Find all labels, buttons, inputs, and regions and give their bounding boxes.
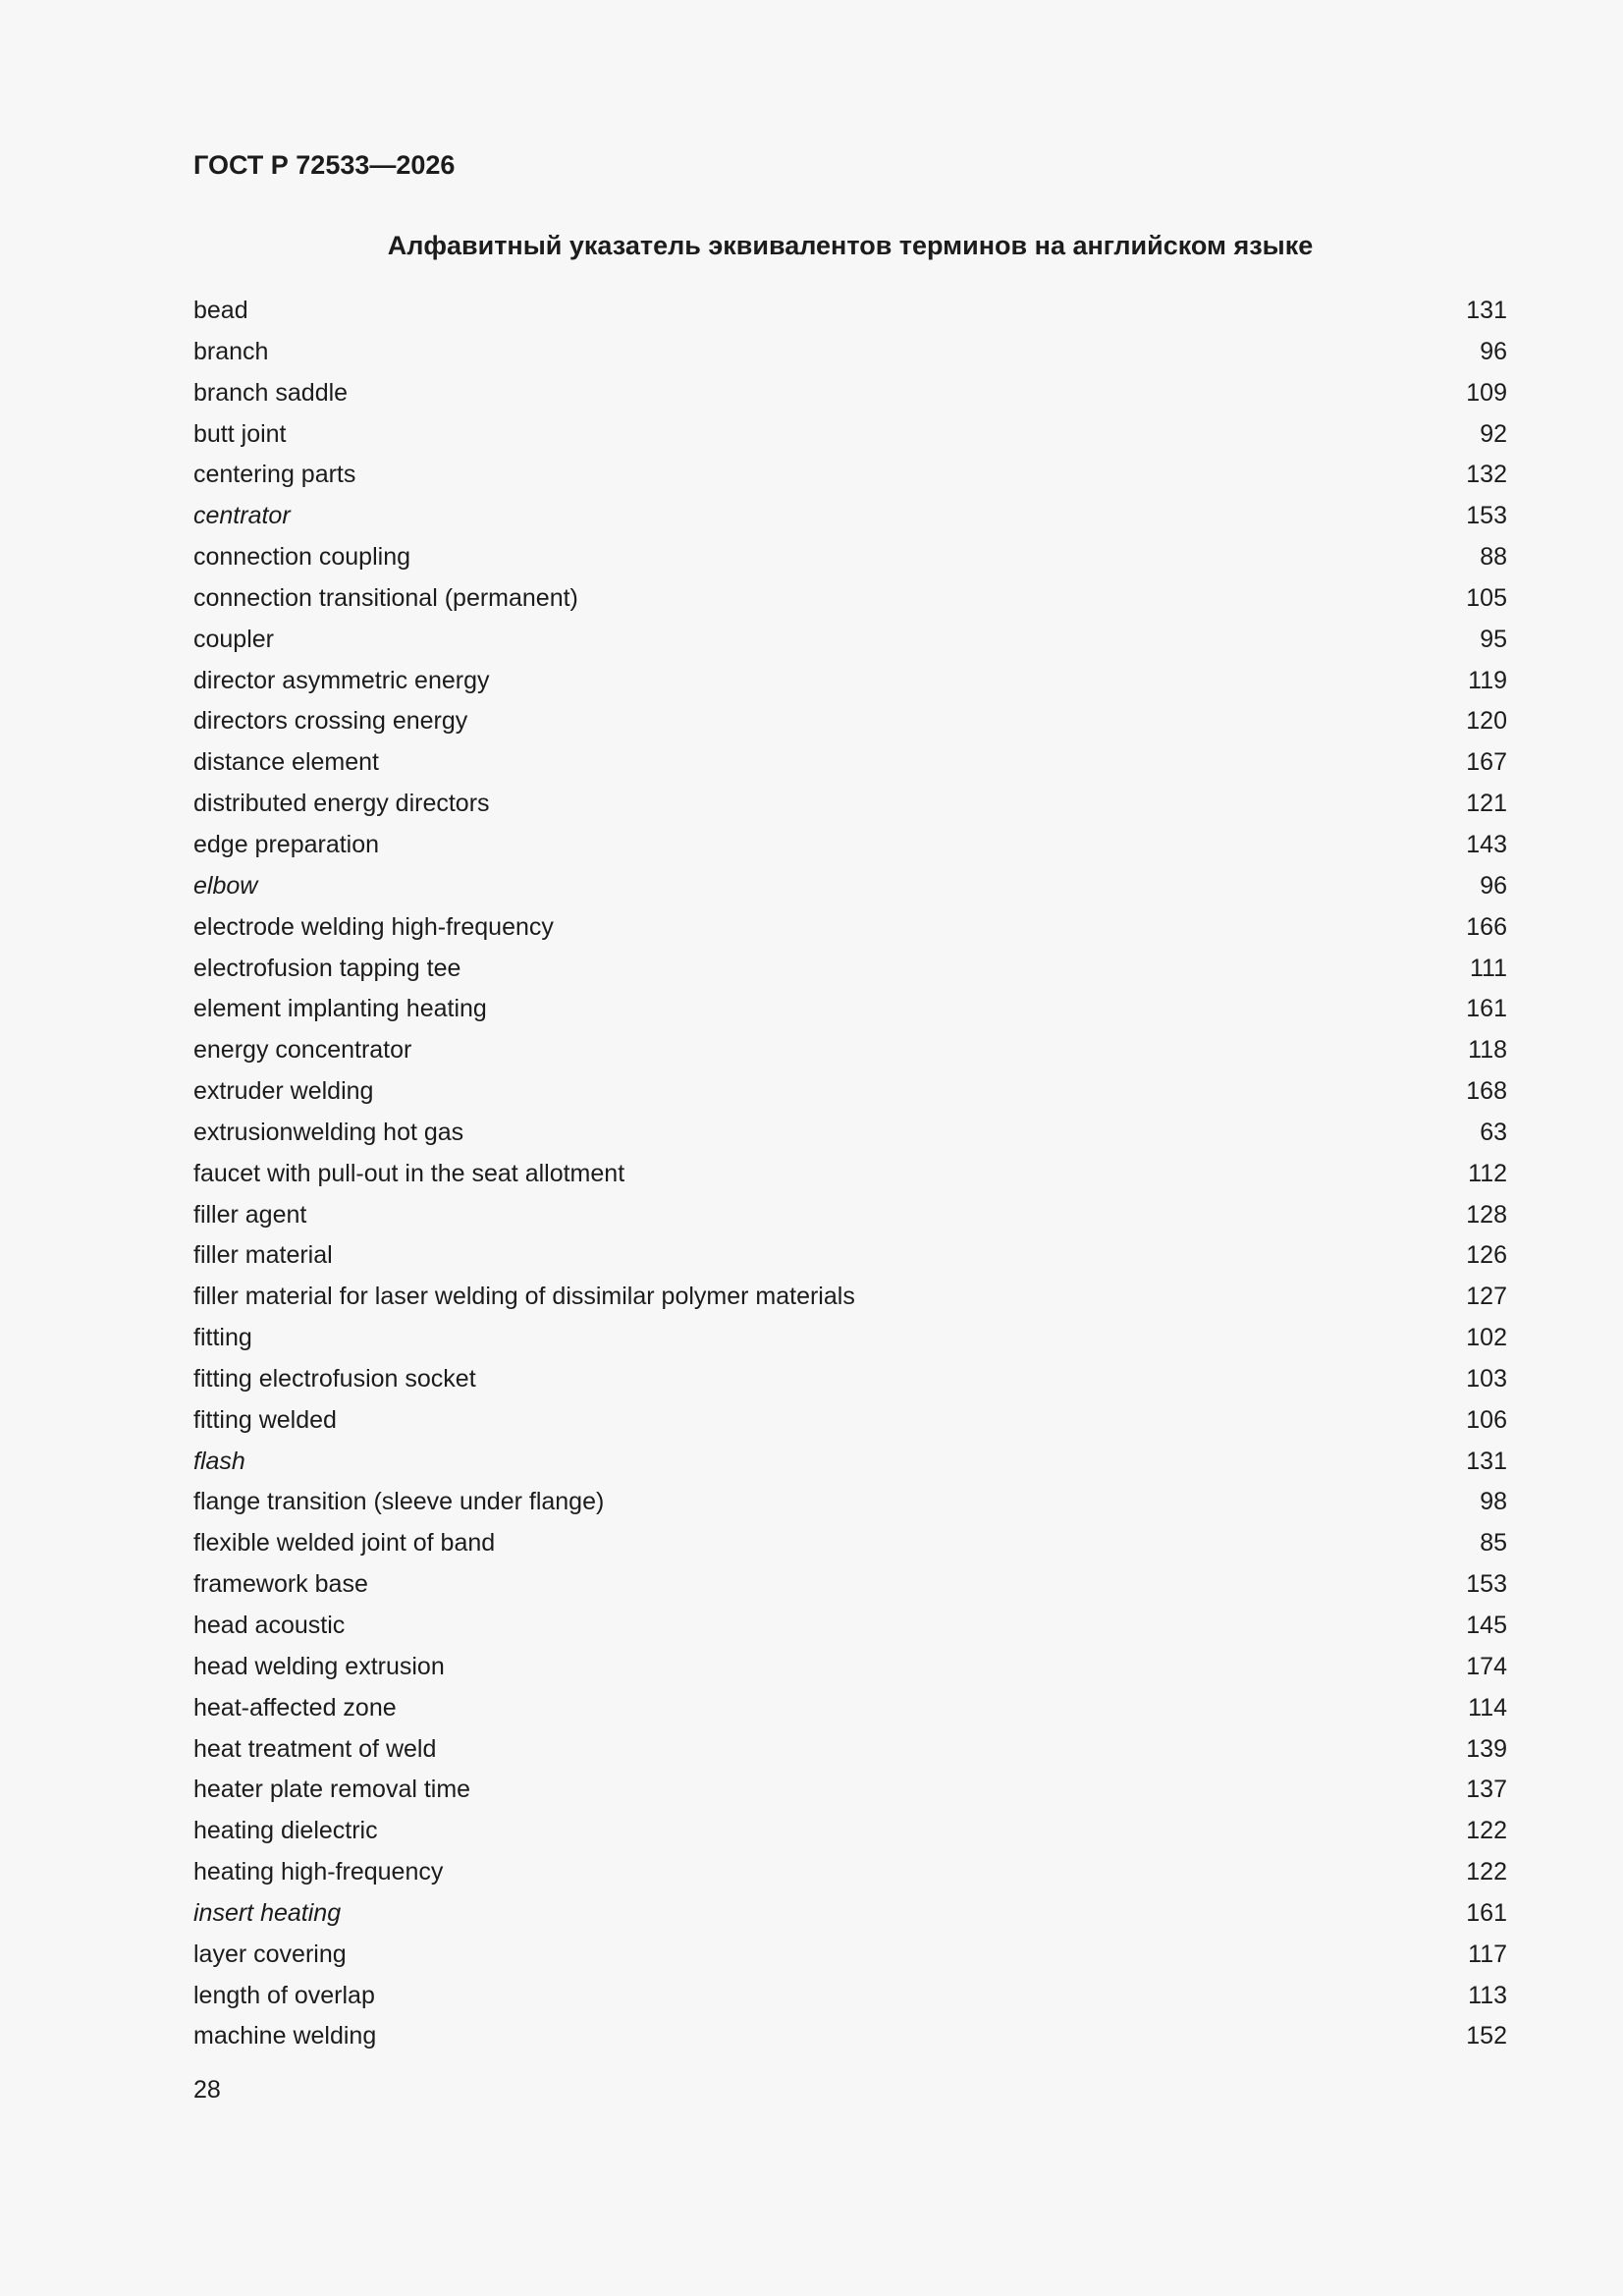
index-term: distance element bbox=[193, 748, 380, 777]
index-entry bbox=[193, 1484, 1507, 1525]
index-term: directors crossing energy bbox=[193, 707, 468, 736]
index-entry bbox=[193, 1772, 1507, 1813]
index-term-number: 120 bbox=[1466, 707, 1507, 736]
index-entry bbox=[193, 1402, 1507, 1444]
index-term-number: 122 bbox=[1466, 1858, 1507, 1886]
index-entry bbox=[193, 1895, 1507, 1937]
index-entry bbox=[193, 1361, 1507, 1402]
index-term-number: 127 bbox=[1466, 1283, 1507, 1311]
index-term-number: 122 bbox=[1466, 1817, 1507, 1845]
index-term: framework base bbox=[193, 1570, 368, 1599]
index-term: electrode welding high-frequency bbox=[193, 912, 554, 941]
index-entry bbox=[193, 663, 1507, 704]
index-entry bbox=[193, 1978, 1507, 2019]
index-entry bbox=[193, 1320, 1507, 1361]
index-term: machine welding bbox=[193, 2022, 377, 2050]
section-title: Алфавитный указатель эквивалентов терминов на английском языке bbox=[387, 231, 1314, 260]
index-term-number: 131 bbox=[1466, 1447, 1507, 1475]
index-term: filler material for laser welding of dissimilar polymer materials bbox=[193, 1283, 855, 1311]
index-term: head welding extrusion bbox=[193, 1652, 445, 1680]
index-entry bbox=[193, 703, 1507, 744]
index-term-number: 139 bbox=[1466, 1734, 1507, 1763]
index-term: layer covering bbox=[193, 1940, 347, 1968]
index-term: filler material bbox=[193, 1241, 333, 1270]
index-term: distributed energy directors bbox=[193, 790, 490, 818]
index-term: branch saddle bbox=[193, 378, 349, 407]
index-term: filler agent bbox=[193, 1200, 307, 1229]
index-term: heat-affected zone bbox=[193, 1693, 397, 1722]
term-index-list bbox=[193, 293, 1507, 2059]
index-term-number: 118 bbox=[1468, 1036, 1507, 1065]
index-term-number: 161 bbox=[1466, 1898, 1507, 1927]
index-term: branch bbox=[193, 337, 269, 365]
index-entry bbox=[193, 786, 1507, 827]
index-term-number: 153 bbox=[1466, 1570, 1507, 1599]
document-code: ГОСТ Р 72533—2026 bbox=[193, 150, 456, 180]
index-term: flange transition (sleeve under flange) bbox=[193, 1488, 605, 1516]
index-term-number: 166 bbox=[1466, 912, 1507, 941]
index-entry bbox=[193, 1525, 1507, 1566]
index-term: elbow bbox=[193, 871, 258, 900]
index-entry bbox=[193, 375, 1507, 416]
index-term-number: 161 bbox=[1466, 995, 1507, 1023]
index-term-number: 88 bbox=[1480, 543, 1507, 572]
index-term: element implanting heating bbox=[193, 995, 487, 1023]
index-term: connection coupling bbox=[193, 543, 410, 572]
index-term-number: 143 bbox=[1466, 830, 1507, 858]
index-term-number: 113 bbox=[1468, 1981, 1507, 2009]
index-entry bbox=[193, 1854, 1507, 1895]
index-term: energy concentrator bbox=[193, 1036, 412, 1065]
index-term: insert heating bbox=[193, 1898, 342, 1927]
index-term-number: 85 bbox=[1480, 1529, 1507, 1558]
index-entry bbox=[193, 1237, 1507, 1279]
index-entry bbox=[193, 951, 1507, 992]
index-term-number: 114 bbox=[1468, 1693, 1507, 1722]
index-entry bbox=[193, 539, 1507, 580]
index-term-number: 132 bbox=[1466, 461, 1507, 489]
index-term-number: 112 bbox=[1468, 1159, 1507, 1187]
index-entry bbox=[193, 1813, 1507, 1854]
index-term: coupler bbox=[193, 625, 274, 653]
index-term: fitting welded bbox=[193, 1405, 337, 1434]
index-term-number: 128 bbox=[1466, 1200, 1507, 1229]
index-term-number: 96 bbox=[1480, 337, 1507, 365]
index-term-number: 102 bbox=[1466, 1324, 1507, 1352]
index-term: heating high-frequency bbox=[193, 1858, 444, 1886]
page-number: 28 bbox=[193, 2076, 221, 2104]
index-term: centering parts bbox=[193, 461, 356, 489]
index-term: heat treatment of weld bbox=[193, 1734, 437, 1763]
index-term-number: 131 bbox=[1466, 297, 1507, 324]
index-term-number: 126 bbox=[1466, 1241, 1507, 1270]
index-term: edge preparation bbox=[193, 830, 380, 858]
index-entry bbox=[193, 1608, 1507, 1649]
index-term: fitting electrofusion socket bbox=[193, 1364, 476, 1393]
index-term: head acoustic bbox=[193, 1612, 346, 1639]
index-entry bbox=[193, 580, 1507, 622]
index-entry bbox=[193, 1156, 1507, 1197]
index-term: heater plate removal time bbox=[193, 1776, 471, 1804]
index-term-number: 167 bbox=[1466, 748, 1507, 777]
index-term: faucet with pull-out in the seat allotment bbox=[193, 1159, 625, 1187]
index-entry bbox=[193, 1937, 1507, 1978]
index-entry bbox=[193, 1197, 1507, 1238]
index-entry bbox=[193, 498, 1507, 539]
index-term-number: 109 bbox=[1466, 378, 1507, 407]
index-term-number: 105 bbox=[1466, 583, 1507, 612]
index-entry bbox=[193, 744, 1507, 786]
index-term: butt joint bbox=[193, 419, 287, 448]
index-term-number: 92 bbox=[1480, 419, 1507, 448]
index-entry bbox=[193, 2018, 1507, 2059]
index-term: fitting bbox=[193, 1324, 252, 1352]
index-term: bead bbox=[193, 297, 248, 324]
index-term-number: 111 bbox=[1469, 954, 1507, 982]
index-entry bbox=[193, 334, 1507, 375]
index-term-number: 106 bbox=[1466, 1405, 1507, 1434]
index-term: flexible welded joint of band bbox=[193, 1529, 496, 1558]
index-entry bbox=[193, 868, 1507, 909]
index-entry bbox=[193, 622, 1507, 663]
index-entry bbox=[193, 827, 1507, 868]
index-entry bbox=[193, 1032, 1507, 1073]
index-term-number: 121 bbox=[1466, 790, 1507, 818]
index-term-number: 117 bbox=[1468, 1940, 1507, 1968]
index-term: centrator bbox=[193, 502, 291, 530]
index-entry bbox=[193, 1444, 1507, 1485]
index-term-number: 63 bbox=[1480, 1118, 1507, 1146]
index-term-number: 98 bbox=[1480, 1488, 1507, 1516]
index-term-number: 153 bbox=[1466, 502, 1507, 530]
index-entry bbox=[193, 457, 1507, 498]
index-term: director asymmetric energy bbox=[193, 666, 490, 694]
index-term: heating dielectric bbox=[193, 1817, 378, 1845]
index-term: electrofusion tapping tee bbox=[193, 954, 461, 982]
index-entry bbox=[193, 991, 1507, 1032]
index-term-number: 152 bbox=[1466, 2022, 1507, 2050]
index-term-number: 168 bbox=[1466, 1077, 1507, 1106]
index-entry bbox=[193, 1115, 1507, 1156]
index-term: connection transitional (permanent) bbox=[193, 583, 578, 612]
index-term-number: 95 bbox=[1480, 625, 1507, 653]
index-entry bbox=[193, 909, 1507, 951]
index-entry bbox=[193, 1566, 1507, 1608]
index-entry bbox=[193, 293, 1507, 334]
index-term-number: 145 bbox=[1466, 1612, 1507, 1639]
index-term: extruder welding bbox=[193, 1077, 374, 1106]
index-entry bbox=[193, 416, 1507, 458]
index-term-number: 174 bbox=[1466, 1652, 1507, 1680]
index-entry bbox=[193, 1279, 1507, 1320]
index-entry bbox=[193, 1649, 1507, 1690]
index-term: extrusionwelding hot gas bbox=[193, 1118, 464, 1146]
index-term: length of overlap bbox=[193, 1981, 375, 2009]
index-term-number: 103 bbox=[1466, 1364, 1507, 1393]
index-term: flash bbox=[193, 1447, 245, 1475]
index-entry bbox=[193, 1731, 1507, 1773]
index-term-number: 137 bbox=[1466, 1776, 1507, 1804]
index-entry bbox=[193, 1073, 1507, 1115]
index-term-number: 96 bbox=[1480, 871, 1507, 900]
index-entry bbox=[193, 1690, 1507, 1731]
index-term-number: 119 bbox=[1468, 666, 1507, 694]
